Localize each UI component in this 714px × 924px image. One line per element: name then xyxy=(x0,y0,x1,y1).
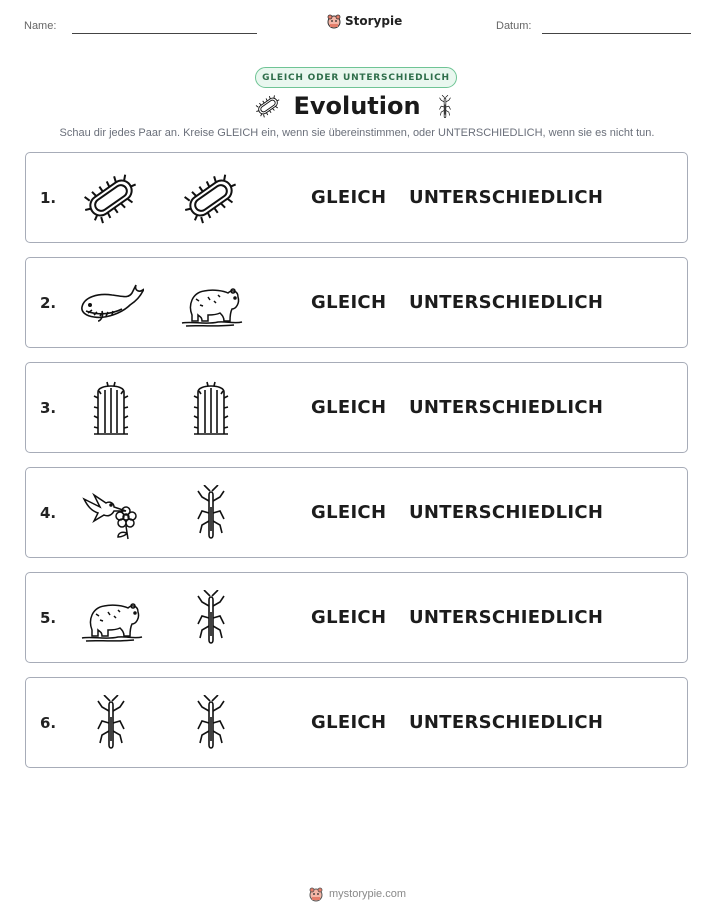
footer xyxy=(0,886,714,902)
different-option[interactable]: UNTERSCHIEDLICH xyxy=(409,607,604,628)
stick-insect-icon xyxy=(178,590,244,646)
polar-bear-icon xyxy=(78,590,144,646)
worksheet-type-badge: GLEICH ODER UNTERSCHIEDLICH xyxy=(255,67,457,88)
question-row-1 xyxy=(25,152,688,243)
bacteria-icon xyxy=(253,91,283,121)
cactus-icon xyxy=(178,380,244,436)
question-row-4 xyxy=(25,467,688,558)
storypie-mascot-icon xyxy=(308,886,324,902)
date-label: Datum: xyxy=(496,20,532,32)
instructions: Schau dir jedes Paar an. Kreise GLEICH ein, wenn sie übereinstimmen, oder UNTERSCHIEDLICH, wenn sie es nicht tun. xyxy=(59,127,655,139)
cactus-icon xyxy=(78,380,144,436)
same-option[interactable]: GLEICH xyxy=(311,502,387,523)
page-title: Evolution xyxy=(293,92,421,120)
question-number: 4. xyxy=(40,504,57,522)
hummingbird-flower-icon xyxy=(78,485,144,541)
stick-insect-icon xyxy=(431,92,459,122)
whale-icon xyxy=(78,275,144,331)
bacteria-icon xyxy=(78,170,144,226)
polar-bear-icon xyxy=(178,275,244,331)
name-label: Name: xyxy=(24,20,57,32)
same-option[interactable]: GLEICH xyxy=(311,397,387,418)
bacteria-icon xyxy=(178,170,244,226)
stick-insect-icon xyxy=(178,695,244,751)
name-field[interactable] xyxy=(72,33,257,34)
same-option[interactable]: GLEICH xyxy=(311,187,387,208)
question-number: 5. xyxy=(40,609,57,627)
same-option[interactable]: GLEICH xyxy=(311,712,387,733)
stick-insect-icon xyxy=(78,695,144,751)
footer-url[interactable]: mystorypie.com xyxy=(328,888,407,900)
question-row-3 xyxy=(25,362,688,453)
brand-name: Storypie xyxy=(345,14,403,28)
different-option[interactable]: UNTERSCHIEDLICH xyxy=(409,712,604,733)
question-row-6 xyxy=(25,677,688,768)
brand-logo xyxy=(326,13,402,29)
question-number: 1. xyxy=(40,189,57,207)
question-row-2 xyxy=(25,257,688,348)
same-option[interactable]: GLEICH xyxy=(311,292,387,313)
question-number: 2. xyxy=(40,294,57,312)
stick-insect-icon xyxy=(178,485,244,541)
different-option[interactable]: UNTERSCHIEDLICH xyxy=(409,187,604,208)
date-field[interactable] xyxy=(542,33,691,34)
same-option[interactable]: GLEICH xyxy=(311,607,387,628)
different-option[interactable]: UNTERSCHIEDLICH xyxy=(409,502,604,523)
question-row-5 xyxy=(25,572,688,663)
storypie-mascot-icon xyxy=(326,13,342,29)
different-option[interactable]: UNTERSCHIEDLICH xyxy=(409,292,604,313)
question-number: 6. xyxy=(40,714,57,732)
question-number: 3. xyxy=(40,399,57,417)
different-option[interactable]: UNTERSCHIEDLICH xyxy=(409,397,604,418)
